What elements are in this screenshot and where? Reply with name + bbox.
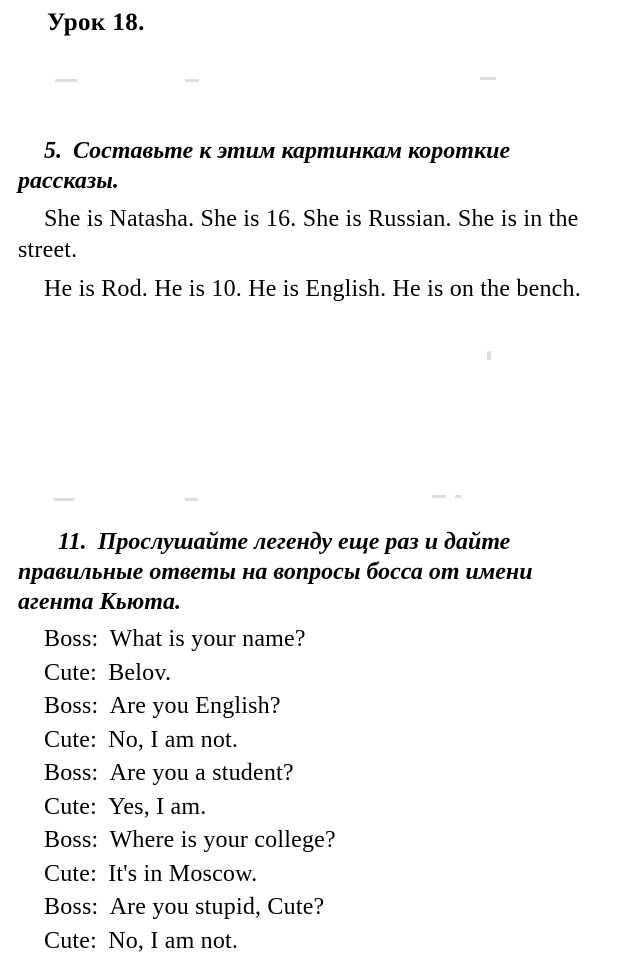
dialogue-speaker: Cute: xyxy=(44,659,97,686)
scan-speck xyxy=(185,79,199,82)
dialogue-speaker: Boss: xyxy=(44,827,99,853)
exercise-5-task-text: Составьте к этим картинкам короткие рассказы. xyxy=(18,138,511,194)
scan-speck xyxy=(432,495,446,498)
dialogue-text: Are you a student? xyxy=(109,760,294,786)
dialogue-text: Are you English? xyxy=(109,693,281,719)
dialogue-speaker: Cute: xyxy=(44,726,97,753)
exercise-5-number: 5. xyxy=(44,138,62,164)
dialogue-text: Belov. xyxy=(108,659,172,686)
dialogue-text: It's in Moscow. xyxy=(108,860,258,887)
dialogue-speaker: Boss: xyxy=(44,760,99,786)
exercise-11-number: 11. xyxy=(58,529,87,555)
scan-speck xyxy=(455,495,461,498)
dialogue-text: What is your name? xyxy=(109,626,306,652)
scan-speck xyxy=(185,498,198,501)
dialogue-text: No, I am not. xyxy=(108,726,239,753)
page-title: Урок 18. xyxy=(47,9,145,36)
scan-speck xyxy=(55,79,77,82)
dialogue-line xyxy=(18,925,608,959)
dialogue-speaker: Boss: xyxy=(44,693,99,719)
dialogue-speaker: Cute: xyxy=(44,927,97,954)
dialogue-text: No, I am not. xyxy=(108,927,239,954)
scan-speck xyxy=(480,77,496,80)
dialogue-line xyxy=(18,757,608,791)
dialogue-line xyxy=(18,824,608,858)
exercise-5-task xyxy=(18,136,608,196)
dialogue-text: Where is your college? xyxy=(109,827,336,853)
dialogue-text: Yes, I am. xyxy=(108,793,207,820)
dialogue-speaker: Boss: xyxy=(44,626,99,652)
dialogue-speaker: Cute: xyxy=(44,860,97,887)
dialogue-line xyxy=(18,858,608,892)
exercise-5-paragraph-1: She is Natasha. She is 16. She is Russian. She is in the street. xyxy=(18,206,579,263)
exercise-11-task-text: Прослушайте легенду еще раз и дайте правильные ответы на вопросы босса от имени агента Кьюта. xyxy=(18,529,533,615)
exercise-11 xyxy=(18,527,608,958)
exercise-11-task xyxy=(18,527,608,617)
scan-speck xyxy=(54,498,74,501)
exercise-11-dialogue xyxy=(18,623,608,958)
dialogue-line xyxy=(18,690,608,724)
dialogue-line xyxy=(18,791,608,825)
dialogue-text: Are you stupid, Cute? xyxy=(109,894,325,920)
dialogue-line xyxy=(18,623,608,657)
exercise-5 xyxy=(18,136,608,305)
exercise-5-paragraph-2: He is Rod. He is 10. He is English. He is on the bench. xyxy=(44,276,581,302)
scan-speck xyxy=(487,351,491,360)
dialogue-line xyxy=(18,657,608,691)
dialogue-speaker: Cute: xyxy=(44,793,97,820)
dialogue-line xyxy=(18,891,608,925)
dialogue-speaker: Boss: xyxy=(44,894,99,920)
dialogue-line xyxy=(18,724,608,758)
